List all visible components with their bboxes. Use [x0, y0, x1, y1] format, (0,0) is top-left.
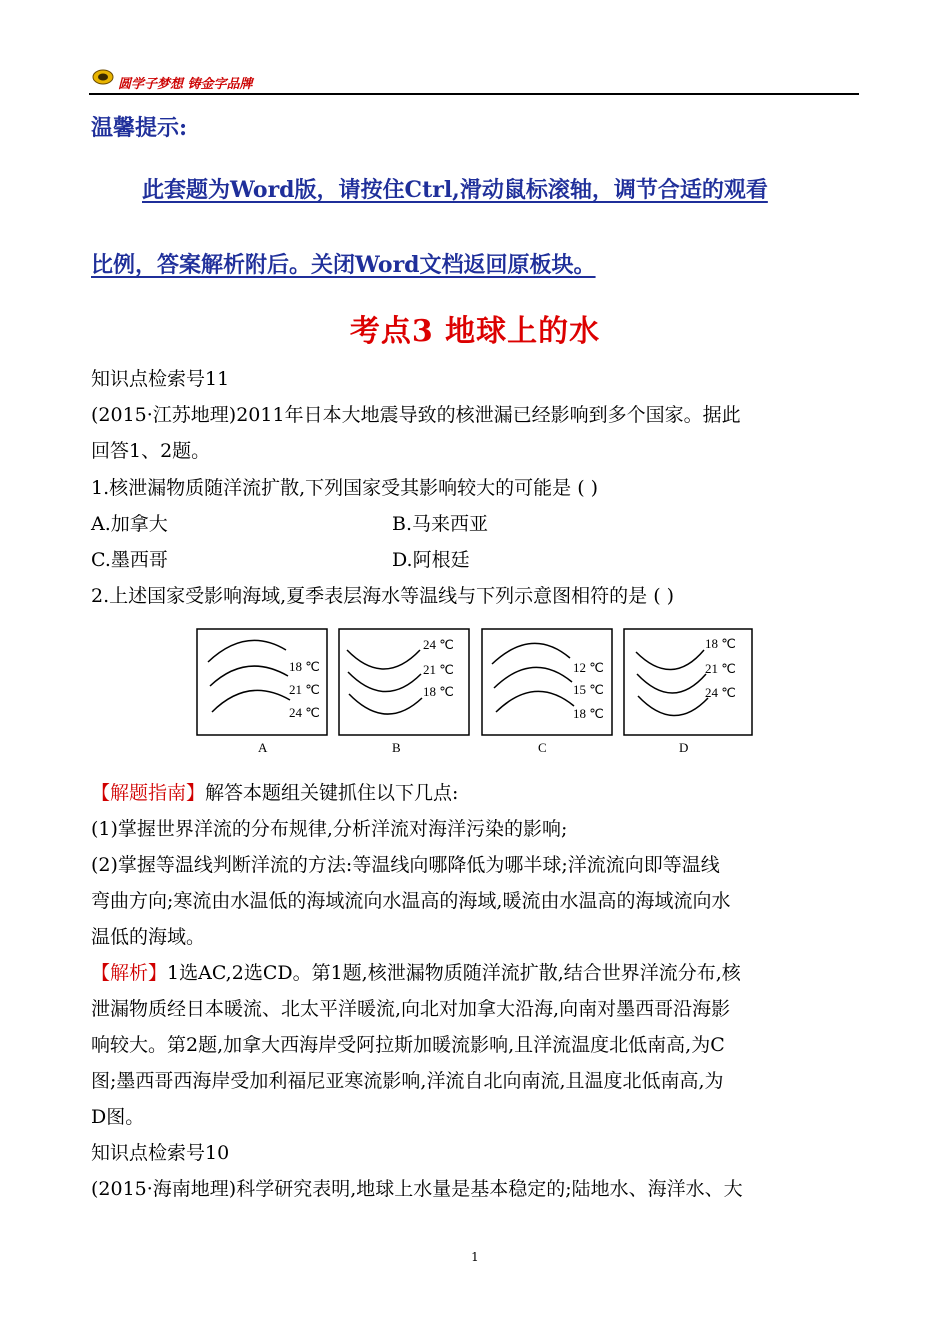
guide-line-1	[91, 782, 458, 805]
option-c: C.墨西哥	[91, 549, 168, 571]
analysis-intro: 1选AC,2选CD。第1题,核泄漏物质随洋流扩散,结合世界洋流分布,核	[167, 962, 741, 984]
panel-a-label: A	[258, 740, 268, 755]
panel-c-temp-1: 12 ℃	[573, 660, 604, 675]
notice-line-1: 此套题为Word版，请按住Ctrl,滑动鼠标滚轴，调节合适的观看	[142, 177, 768, 203]
guide-intro: 解答本题组关键抓住以下几点:	[205, 782, 459, 804]
panel-a	[197, 629, 327, 755]
panel-b-temp-1: 24 ℃	[423, 637, 454, 652]
panel-b-temp-3: 18 ℃	[423, 684, 454, 699]
panel-d-temp-3: 24 ℃	[705, 685, 736, 700]
analysis-line-2: 泄漏物质经日本暖流、北太平洋暖流,向北对加拿大沿海,向南对墨西哥沿海影	[91, 998, 731, 1020]
notice-line-2: 比例，答案解析附后。关闭Word文档返回原板块。	[91, 252, 596, 278]
question-2: 2.上述国家受影响海域,夏季表层海水等温线与下列示意图相符的是 ( )	[91, 585, 675, 607]
option-a: A.加拿大	[91, 513, 168, 535]
option-b: B.马来西亚	[392, 513, 489, 535]
analysis-line-3: 响较大。第2题,加拿大西海岸受阿拉斯加暖流影响,且洋流温度北低南高,为C	[91, 1034, 725, 1056]
guide-line-3: (2)掌握等温线判断洋流的方法:等温线向哪降低为哪半球;洋流流向即等温线	[91, 854, 720, 876]
panel-d-temp-2: 21 ℃	[705, 661, 736, 676]
guide-line-4: 弯曲方向;寒流由水温低的海域流向水温高的海域,暖流由水温高的海域流向水	[91, 890, 731, 912]
panel-a-temp-3: 24 ℃	[289, 705, 320, 720]
panel-c-label: C	[538, 740, 547, 755]
panel-b-label: B	[392, 740, 401, 755]
question-intro-line-1: (2015·江苏地理)2011年日本大地震导致的核泄漏已经影响到多个国家。据此	[91, 404, 741, 426]
panel-a-temp-1: 18 ℃	[289, 659, 320, 674]
option-d: D.阿根廷	[392, 549, 470, 571]
section-title: 考点3 地球上的水	[349, 314, 601, 349]
page-number: 1	[471, 1250, 479, 1264]
knowledge-index-10: 知识点检索号10	[91, 1142, 230, 1164]
panel-d	[624, 629, 752, 755]
isotherm-figure	[196, 628, 753, 758]
knowledge-index-11: 知识点检索号11	[91, 368, 230, 390]
notice-label: 温馨提示:	[91, 115, 188, 141]
analysis-line-5: D图。	[91, 1106, 145, 1128]
guide-label: 【解题指南】	[91, 782, 206, 804]
panel-d-label: D	[679, 740, 689, 755]
panel-a-temp-2: 21 ℃	[289, 682, 320, 697]
analysis-line-4: 图;墨西哥西海岸受加利福尼亚寒流影响,洋流自北向南流,且温度北低南高,为	[91, 1070, 724, 1092]
brand-logo-icon	[92, 68, 114, 86]
panel-b-temp-2: 21 ℃	[423, 662, 454, 677]
panel-d-temp-1: 18 ℃	[705, 636, 736, 651]
question-1: 1.核泄漏物质随洋流扩散,下列国家受其影响较大的可能是 ( )	[91, 477, 599, 499]
panel-c	[482, 629, 612, 755]
panel-b	[339, 629, 469, 755]
panel-c-temp-2: 15 ℃	[573, 682, 604, 697]
guide-line-5: 温低的海域。	[91, 926, 206, 948]
header-brand-text: 圆学子梦想 铸金字品牌	[118, 77, 253, 92]
analysis-line-1	[91, 962, 741, 985]
guide-line-2: (1)掌握世界洋流的分布规律,分析洋流对海洋污染的影响;	[91, 818, 568, 840]
panel-c-temp-3: 18 ℃	[573, 706, 604, 721]
header-divider	[89, 93, 859, 95]
next-question-intro: (2015·海南地理)科学研究表明,地球上水量是基本稳定的;陆地水、海洋水、大	[91, 1178, 743, 1200]
analysis-label: 【解析】	[91, 962, 168, 984]
question-intro-line-2: 回答1、2题。	[91, 440, 211, 462]
